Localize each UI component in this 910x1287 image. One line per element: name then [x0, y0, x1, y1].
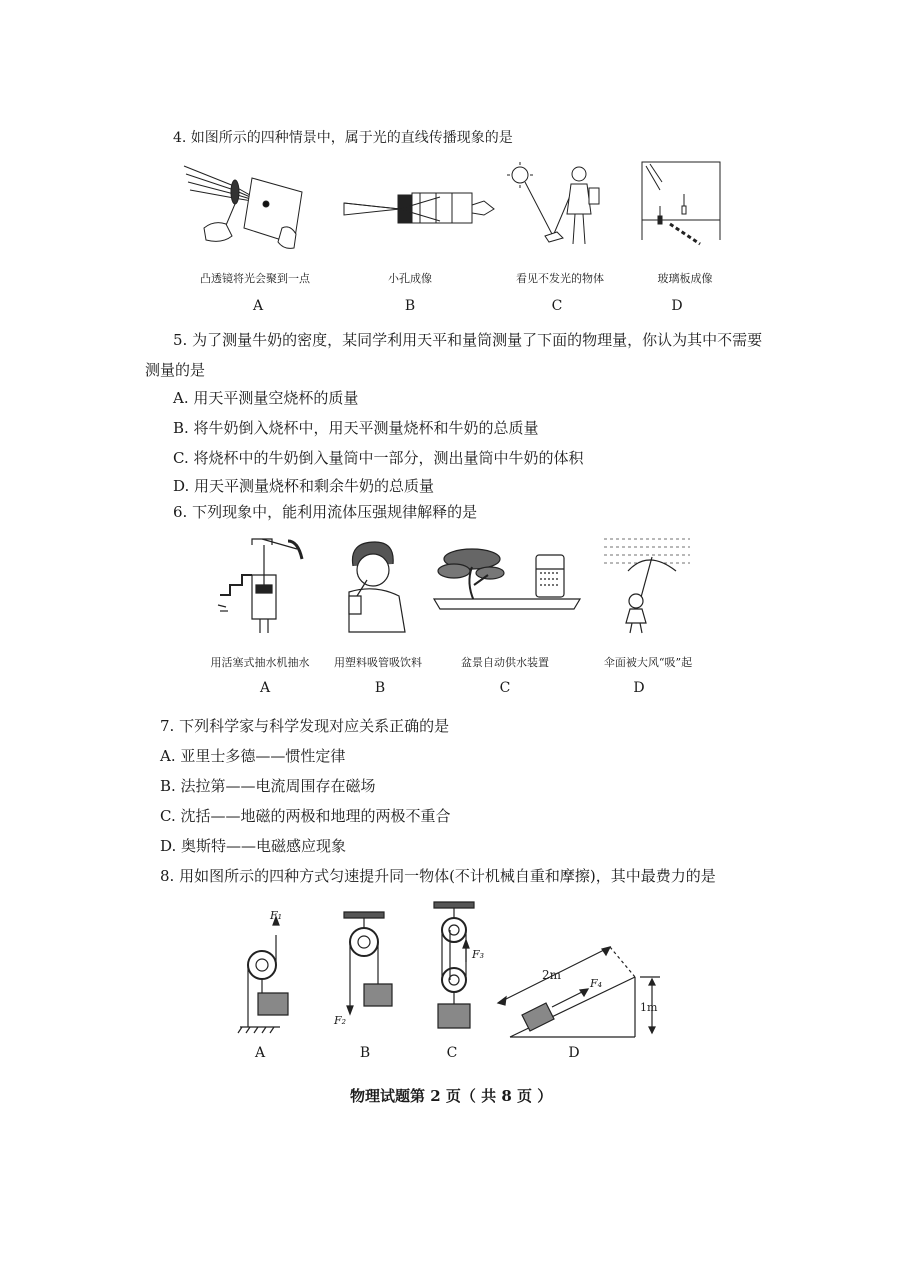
q8-a-force-label: F₁	[270, 909, 283, 922]
q4-fig-b-pinhole	[340, 185, 500, 230]
q4-letter-a: A	[252, 298, 264, 314]
q4-letter-b: B	[404, 298, 416, 314]
q4-stem: 4. 如图所示的四种情景中，属于光的直线传播现象的是	[173, 130, 513, 146]
q5-option-a: A. 用天平测量空烧杯的质量	[173, 389, 359, 407]
q5-option-d: D. 用天平测量烧杯和剩余牛奶的总质量	[173, 477, 435, 495]
q8-b-force-label: F₂	[334, 1014, 347, 1027]
q6-fig-d-umbrella	[600, 535, 695, 635]
q6-letter-a: A	[259, 680, 271, 696]
q6-fig-b-straw	[335, 540, 415, 635]
q4-fig-c-reflection	[505, 160, 615, 250]
q4-letter-c: C	[551, 298, 563, 314]
q8-d-height: 1m	[640, 1001, 658, 1014]
q4-fig-a-lens	[182, 158, 312, 253]
q4-caption-a: 凸透镜将光会聚到一点	[200, 272, 310, 285]
q5-stem-line2: 测量的是	[145, 361, 206, 379]
q6-fig-a-piston-pump	[212, 535, 312, 635]
q6-caption-a: 用活塞式抽水机抽水	[210, 656, 310, 669]
q8-fig-d-incline	[490, 935, 670, 1045]
q6-letter-d: D	[633, 680, 645, 696]
page-footer: 物理试题第 2 页（ 共 8 页 ）	[350, 1087, 553, 1105]
q7-option-a: A. 亚里士多德——惯性定律	[160, 747, 346, 765]
q8-stem: 8. 用如图所示的四种方式匀速提升同一物体(不计机械自重和摩擦)，其中最费力的是	[160, 867, 716, 885]
q8-letter-d: D	[568, 1045, 580, 1061]
q8-letter-b: B	[359, 1045, 371, 1061]
q6-caption-c: 盆景自动供水装置	[461, 656, 549, 669]
q6-fig-c-bonsai	[432, 545, 582, 615]
q7-option-b: B. 法拉第——电流周围存在磁场	[160, 777, 376, 795]
q4-caption-c: 看见不发光的物体	[516, 272, 604, 285]
q7-option-c: C. 沈括——地磁的两极和地理的两极不重合	[160, 807, 451, 825]
q6-caption-b: 用塑料吸管吸饮料	[334, 656, 422, 669]
q8-letter-a: A	[254, 1045, 266, 1061]
q4-letter-d: D	[671, 298, 683, 314]
q4-caption-d: 玻璃板成像	[657, 272, 713, 285]
q6-letter-b: B	[374, 680, 386, 696]
q6-caption-d: 伞面被大风“吸”起	[603, 656, 693, 669]
q8-fig-a-movable-pulley	[230, 905, 300, 1040]
q8-fig-b-fixed-pulley	[330, 910, 400, 1040]
q8-c-force-label: F₃	[472, 948, 485, 961]
q4-fig-d-glass-plate	[640, 160, 730, 250]
q8-letter-c: C	[446, 1045, 458, 1061]
q4-caption-b: 小孔成像	[388, 272, 432, 285]
q5-option-b: B. 将牛奶倒入烧杯中，用天平测量烧杯和牛奶的总质量	[173, 419, 539, 437]
q5-option-c: C. 将烧杯中的牛奶倒入量筒中一部分，测出量筒中牛奶的体积	[173, 449, 584, 467]
q6-stem: 6. 下列现象中，能利用流体压强规律解释的是	[173, 503, 478, 521]
q8-fig-c-pulley-block	[420, 900, 490, 1040]
q7-option-d: D. 奥斯特——电磁感应现象	[160, 837, 347, 855]
q8-d-force-label: F₄	[590, 977, 603, 990]
q6-letter-c: C	[499, 680, 511, 696]
q5-stem-line1: 5. 为了测量牛奶的密度，某同学利用天平和量筒测量了下面的物理量，你认为其中不需要	[173, 331, 763, 349]
q8-d-slope-length: 2m	[542, 968, 562, 982]
q7-stem: 7. 下列科学家与科学发现对应关系正确的是	[160, 717, 450, 735]
